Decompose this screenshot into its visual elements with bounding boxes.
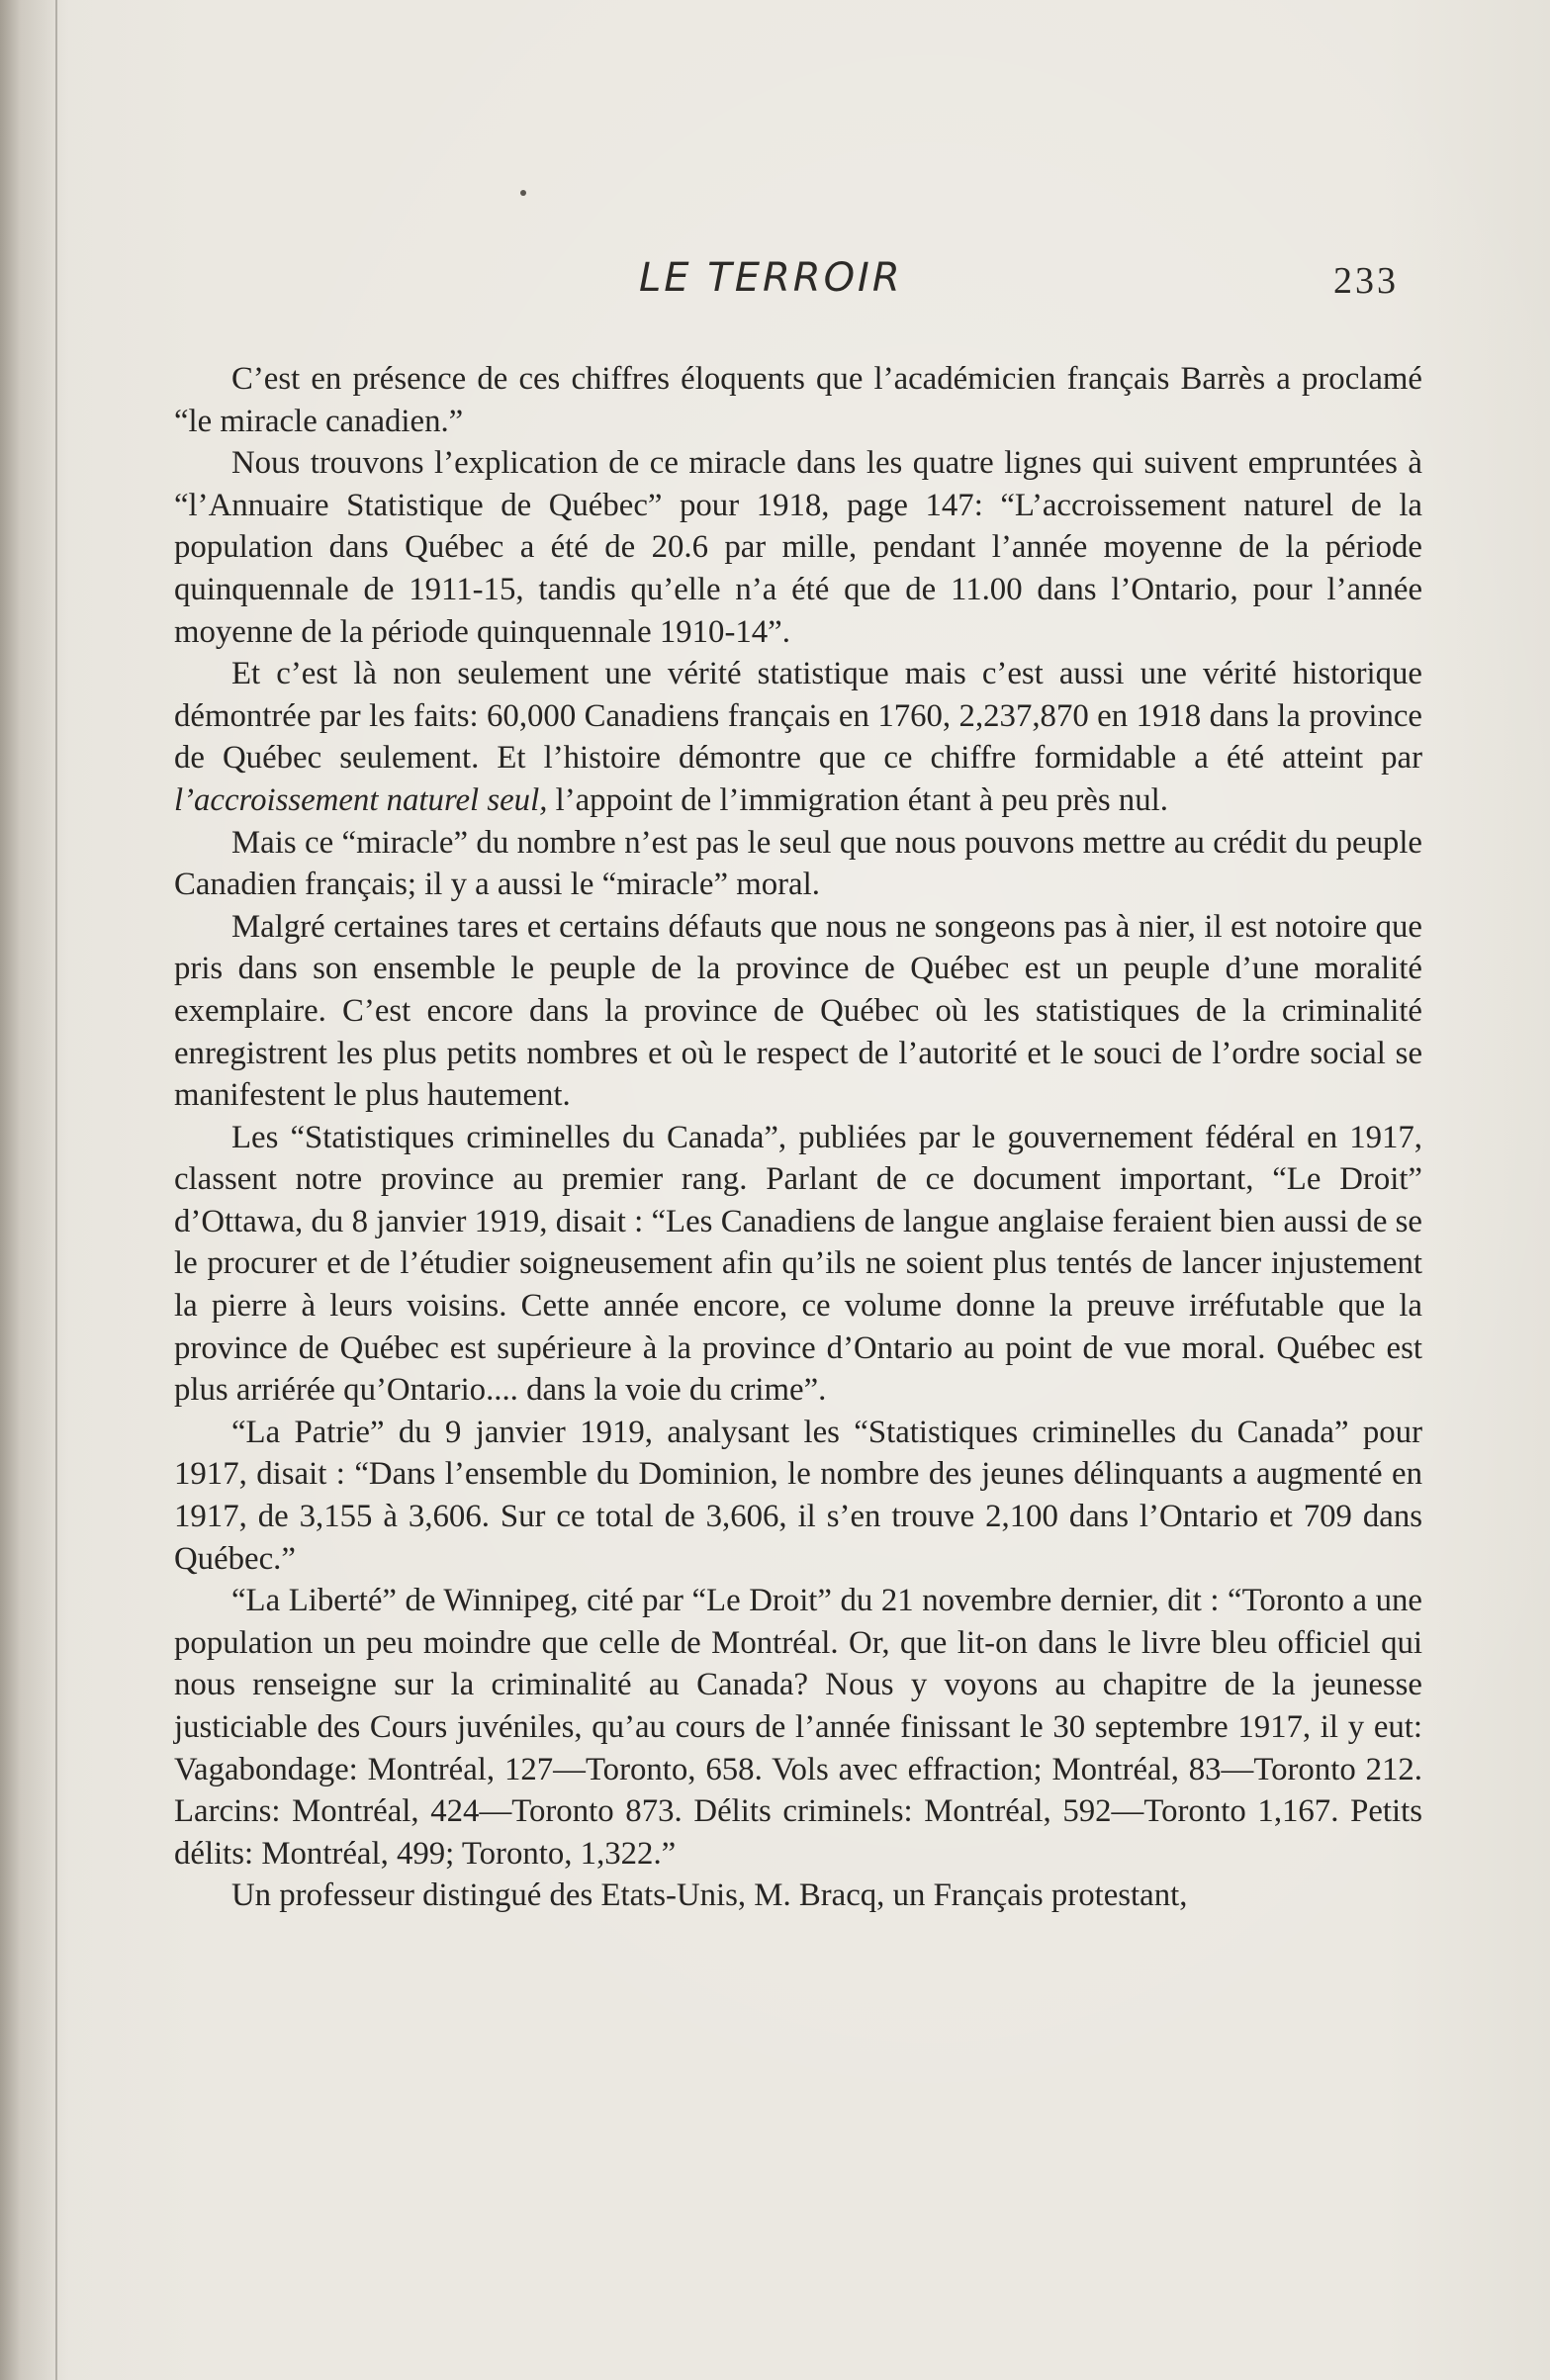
- paragraph: Nous trouvons l’explication de ce miracle dans les quatre lignes qui suivent empruntées à “l’Annuaire Statistique de Québec” pour 1918, page 147: “L’accroissement naturel de la population dans Québec a été de 20.6 par mille, pendant l’année moyenne de la période quinquennale de 1911-15, tandis qu’elle n’a été que de 11.00 dans l’Ontario, pour l’année moyenne de la période quinquennale 1910-14”.: [174, 445, 1422, 650]
- paragraph: “La Patrie” du 9 janvier 1919, analysant les “Statistiques criminelles du Canada” pour 1917, disait : “Dans l’ensemble du Dominion, le nombre des jeunes délinquants a augmenté en 1917, de 3,155 à 3,606. Sur ce total de 3,606, il s’en trouve 2,100 dans l’Ontario et 709 dans Québec.”: [174, 1414, 1422, 1577]
- paragraph: Un professeur distingué des Etats-Unis, M. Bracq, un Français protestant,: [231, 1877, 1188, 1914]
- paragraph: [174, 653, 1422, 821]
- page-number: 233: [1333, 260, 1399, 302]
- page-binding-shadow: [0, 0, 69, 2380]
- paragraph: Mais ce “miracle” du nombre n’est pas le seul que nous pouvons mettre au crédit du peuple Canadien français; il y a aussi le “miracle” moral.: [174, 824, 1422, 903]
- paragraph-text: Et c’est là non seulement une vérité statistique mais c’est aussi une vérité historique démontrée par les faits: 60,000 Canadiens français en 1760, 2,237,870 en 1918 dans la province de Québec seulement. Et l’histoire démontre que ce chiffre formidable a été atteint par: [174, 656, 1422, 777]
- ink-speck: [520, 190, 526, 196]
- emphasized-phrase: l’accroissement naturel seul,: [174, 781, 548, 818]
- body-text: [174, 358, 1422, 1917]
- paragraph: Les “Statistiques criminelles du Canada”, publiées par le gouvernement fédéral en 1917, classent notre province au premier rang. Parlant de ce document important, “Le Droit” d’Ottawa, du 8 janvier 1919, disait : “Les Canadiens de langue anglaise feraient bien aussi de se le procurer et de l’étudier soigneusement afin qu’ils ne soient plus tentés de lancer injustement la pierre à leurs voisins. Cette année encore, ce volume donne la preuve irréfutable que la province de Québec est supérieure à la province d’Ontario au point de vue moral. Québec est plus arriérée qu’Ontario.... dans la voie du crime”.: [174, 1119, 1422, 1409]
- paragraph: “La Liberté” de Winnipeg, cité par “Le Droit” du 21 novembre dernier, dit : “Toronto a une population un peu moindre que celle de Montréal. Or, que lit-on dans le livre bleu officiel qui nous renseigne sur la criminalité au Canada? Nous y voyons au chapitre de la jeunesse justiciable des Cours juvéniles, qu’au cours de l’année finissant le 30 septembre 1917, il y eut: Vagabondage: Montréal, 127—Toronto, 658. Vols avec effraction; Montréal, 83—Toronto 212. Larcins: Montréal, 424—Toronto 873. Délits criminels: Montréal, 592—Toronto 1,167. Petits délits: Montréal, 499; Toronto, 1,322.”: [174, 1583, 1422, 1872]
- paragraph: Malgré certaines tares et certains défauts que nous ne songeons pas à nier, il est notoire que pris dans son ensemble le peuple de la province de Québec est un peuple d’une moralité exemplaire. C’est encore dans la province de Québec où les statistiques de la criminalité enregistrent les plus petits nombres et où le respect de l’autorité et le souci de l’ordre social se manifestent le plus hautement.: [174, 908, 1422, 1114]
- paragraph: C’est en présence de ces chiffres éloquents que l’académicien français Barrès a proclamé “le miracle canadien.”: [174, 361, 1422, 439]
- paragraph-text: l’appoint de l’immigration étant à peu près nul.: [547, 781, 1168, 818]
- running-title: LE TERROIR: [639, 255, 903, 301]
- page-binding-edge: [55, 0, 57, 2380]
- page-header: [0, 255, 1550, 315]
